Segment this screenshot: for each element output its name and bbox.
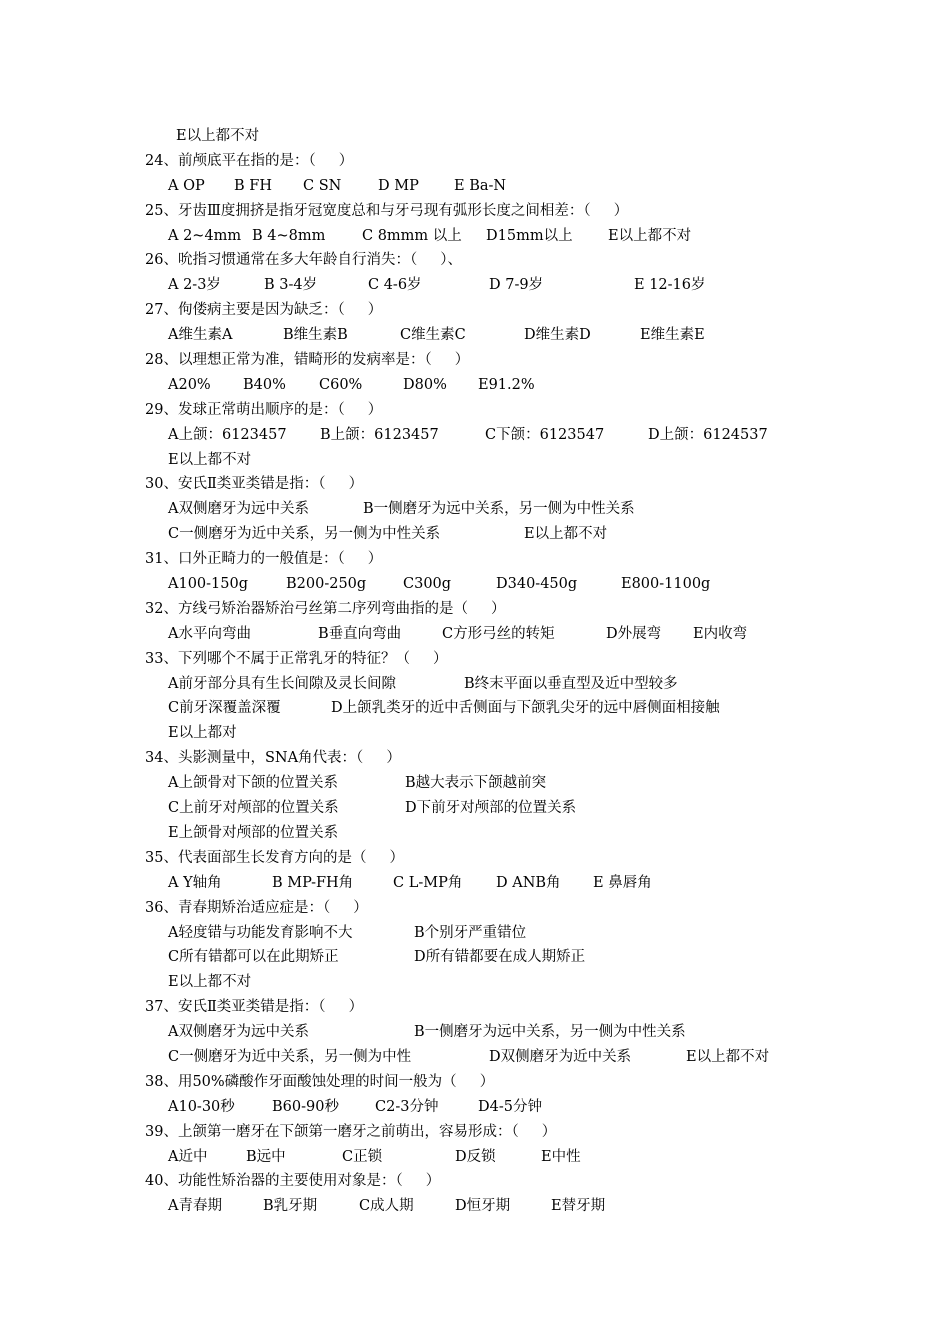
question-text: 38、用50%磷酸作牙面酸蚀处理的时间一般为（ ） <box>145 1073 495 1090</box>
answer-option: A 2~4mm <box>168 227 242 244</box>
answer-option: B 4~8mm <box>252 227 326 244</box>
question-text: 34、头影测量中，SNA角代表：（ ） <box>145 750 401 767</box>
answer-option: A前牙部分具有生长间隙及灵长间隙 <box>168 675 396 692</box>
answer-option: B一侧磨牙为远中关系，另一侧为中性关系 <box>414 1024 686 1041</box>
answer-option: A双侧磨牙为远中关系 <box>168 501 309 518</box>
option-line <box>0 373 950 398</box>
answer-option: B60-90秒 <box>272 1098 339 1115</box>
answer-option: A OP <box>168 177 205 194</box>
answer-option: A水平向弯曲 <box>168 625 251 642</box>
option-line <box>0 871 950 896</box>
option-line <box>0 1020 950 1045</box>
answer-option: A轻度错与功能发育影响不大 <box>168 924 353 941</box>
answer-option: B MP-FH角 <box>272 874 354 891</box>
answer-option: D340-450g <box>496 576 578 593</box>
question-text: 37、安氏Ⅱ类亚类错是指：（ ） <box>145 999 364 1016</box>
question-line <box>0 746 950 771</box>
option-line <box>0 1045 950 1070</box>
question-text: 25、牙齿Ⅲ度拥挤是指牙冠宽度总和与牙弓现有弧形长度之间相差：（ ） <box>145 202 629 219</box>
answer-option: A上颌：6123457 <box>168 426 287 443</box>
answer-option: B个别牙严重错位 <box>414 924 527 941</box>
answer-option: B上颌：6123457 <box>320 426 439 443</box>
document-page <box>0 124 950 1219</box>
option-line <box>0 945 950 970</box>
answer-option: D所有错都要在成人期矫正 <box>414 949 586 966</box>
answer-option: E 12-16岁 <box>634 277 706 294</box>
answer-option: C 8mmm 以上 <box>362 227 462 244</box>
answer-option: C SN <box>303 177 342 194</box>
answer-option: E91.2% <box>478 376 535 393</box>
answer-option: B 3-4岁 <box>264 277 318 294</box>
answer-option: D上颌：6124537 <box>648 426 768 443</box>
option-line <box>0 672 950 697</box>
answer-option: A维生素A <box>168 327 233 344</box>
question-line <box>0 995 950 1020</box>
question-line <box>0 248 950 273</box>
answer-option: B维生素B <box>283 327 348 344</box>
question-text: 28、以理想正常为准，错畸形的发病率是：（ ） <box>145 352 470 369</box>
answer-option: E以上都不对 <box>524 526 608 543</box>
question-line <box>0 1120 950 1145</box>
option-line <box>0 1095 950 1120</box>
question-text: 29、发球正常萌出顺序的是：（ ） <box>145 401 383 418</box>
answer-option: D恒牙期 <box>455 1198 511 1215</box>
answer-option: D 7-9岁 <box>489 277 544 294</box>
question-text: 39、上颌第一磨牙在下颌第一磨牙之前萌出，容易形成：（ ） <box>145 1123 557 1140</box>
option-line <box>0 696 950 721</box>
option-line <box>0 721 950 746</box>
answer-option: D外展弯 <box>606 625 662 642</box>
answer-option: B FH <box>234 177 272 194</box>
answer-option: C维生素C <box>400 327 466 344</box>
option-line <box>0 622 950 647</box>
option-line <box>0 921 950 946</box>
option-line <box>0 124 950 149</box>
answer-option: C正锁 <box>342 1148 383 1165</box>
answer-option: A上颌骨对下颌的位置关系 <box>168 775 338 792</box>
question-text: 31、口外正畸力的一般值是：（ ） <box>145 551 383 568</box>
option-line <box>0 224 950 249</box>
question-line <box>0 398 950 423</box>
question-line <box>0 298 950 323</box>
answer-option: A100-150g <box>168 576 249 593</box>
answer-option: C2-3分钟 <box>375 1098 439 1115</box>
answer-option: B200-250g <box>286 576 367 593</box>
question-text: 27、佝偻病主要是因为缺乏：（ ） <box>145 302 383 319</box>
question-text: 26、吮指习惯通常在多大年龄自行消失：（ ）、 <box>145 252 462 269</box>
answer-option: C 4-6岁 <box>368 277 422 294</box>
question-line <box>0 348 950 373</box>
answer-option: C L-MP角 <box>393 874 463 891</box>
answer-option: C上前牙对颅部的位置关系 <box>168 800 339 817</box>
answer-option: B远中 <box>246 1148 286 1165</box>
answer-option: C方形弓丝的转矩 <box>442 625 555 642</box>
answer-option: E800-1100g <box>621 576 711 593</box>
answer-option: E以上都不对 <box>608 227 692 244</box>
question-line <box>0 846 950 871</box>
option-line <box>0 273 950 298</box>
answer-option: C下颌：6123547 <box>485 426 605 443</box>
answer-option: E内收弯 <box>693 625 748 642</box>
question-line <box>0 199 950 224</box>
answer-option: B40% <box>243 376 286 393</box>
option-line <box>0 970 950 995</box>
question-line <box>0 896 950 921</box>
answer-option: C所有错都可以在此期矫正 <box>168 949 339 966</box>
answer-option: A10-30秒 <box>168 1098 235 1115</box>
answer-option: E以上都不对 <box>168 451 252 468</box>
answer-option: C成人期 <box>359 1198 414 1215</box>
answer-option: A Y轴角 <box>168 874 222 891</box>
option-line <box>0 1145 950 1170</box>
option-line <box>0 497 950 522</box>
answer-option: D双侧磨牙为近中关系 <box>489 1048 632 1065</box>
option-line <box>0 796 950 821</box>
question-text: 33、下列哪个不属于正常乳牙的特征？（ ） <box>145 650 448 667</box>
option-line <box>0 522 950 547</box>
option-line <box>0 323 950 348</box>
option-line <box>0 821 950 846</box>
option-line <box>0 423 950 448</box>
answer-option: D MP <box>378 177 419 194</box>
question-text: 40、功能性矫治器的主要使用对象是：（ ） <box>145 1173 441 1190</box>
answer-option: E中性 <box>541 1148 581 1165</box>
question-line <box>0 597 950 622</box>
answer-option: E以上都对 <box>168 725 237 742</box>
answer-option: D4-5分钟 <box>478 1098 542 1115</box>
answer-option: D ANB角 <box>496 874 561 891</box>
question-line <box>0 1070 950 1095</box>
answer-option: C300g <box>403 576 452 593</box>
answer-option: C一侧磨牙为近中关系，另一侧为中性 <box>168 1048 412 1065</box>
answer-option: D上颌乳类牙的近中舌侧面与下颌乳尖牙的远中唇侧面相接触 <box>331 700 720 717</box>
question-line <box>0 472 950 497</box>
answer-option: E上颌骨对颅部的位置关系 <box>168 824 339 841</box>
answer-option: D反锁 <box>455 1148 496 1165</box>
question-line <box>0 149 950 174</box>
answer-option: A青春期 <box>168 1198 222 1215</box>
answer-option: C前牙深覆盖深覆 <box>168 700 281 717</box>
answer-option: A近中 <box>168 1148 208 1165</box>
answer-option: E以上都不对 <box>686 1048 770 1065</box>
option-line <box>0 174 950 199</box>
answer-option: D下前牙对颅部的位置关系 <box>405 800 577 817</box>
option-line <box>0 1194 950 1219</box>
answer-option: A双侧磨牙为远中关系 <box>168 1024 309 1041</box>
question-line <box>0 547 950 572</box>
question-text: 30、安氏Ⅱ类亚类错是指：（ ） <box>145 476 364 493</box>
answer-option: D15mm以上 <box>486 227 573 244</box>
answer-option: B终末平面以垂直型及近中型较多 <box>464 675 678 692</box>
answer-option: B一侧磨牙为远中关系，另一侧为中性关系 <box>363 501 635 518</box>
answer-option: E维生素E <box>640 327 705 344</box>
question-line <box>0 647 950 672</box>
question-text: 32、方线弓矫治器矫治弓丝第二序列弯曲指的是（ ） <box>145 600 506 617</box>
answer-option: C60% <box>319 376 363 393</box>
answer-option: E 鼻唇角 <box>593 874 652 891</box>
answer-option: B垂直向弯曲 <box>318 625 402 642</box>
answer-option: E Ba-N <box>454 177 507 194</box>
answer-option: A 2-3岁 <box>168 277 221 294</box>
answer-option: E以上都不对 <box>176 128 260 144</box>
question-text: 35、代表面部生长发育方向的是（ ） <box>145 849 404 866</box>
question-line <box>0 1169 950 1194</box>
answer-option: B越大表示下颌越前突 <box>405 775 547 792</box>
question-text: 36、青春期矫治适应症是：（ ） <box>145 899 368 916</box>
answer-option: E以上都不对 <box>168 974 252 991</box>
option-line <box>0 572 950 597</box>
answer-option: D维生素D <box>524 327 591 344</box>
answer-option: B乳牙期 <box>263 1198 318 1215</box>
question-text: 24、前颅底平在指的是：（ ） <box>145 152 354 169</box>
answer-option: E替牙期 <box>551 1198 606 1215</box>
answer-option: A20% <box>168 376 211 393</box>
option-line <box>0 771 950 796</box>
answer-option: D80% <box>403 376 447 393</box>
answer-option: C一侧磨牙为近中关系，另一侧为中性关系 <box>168 526 441 543</box>
option-line <box>0 448 950 473</box>
